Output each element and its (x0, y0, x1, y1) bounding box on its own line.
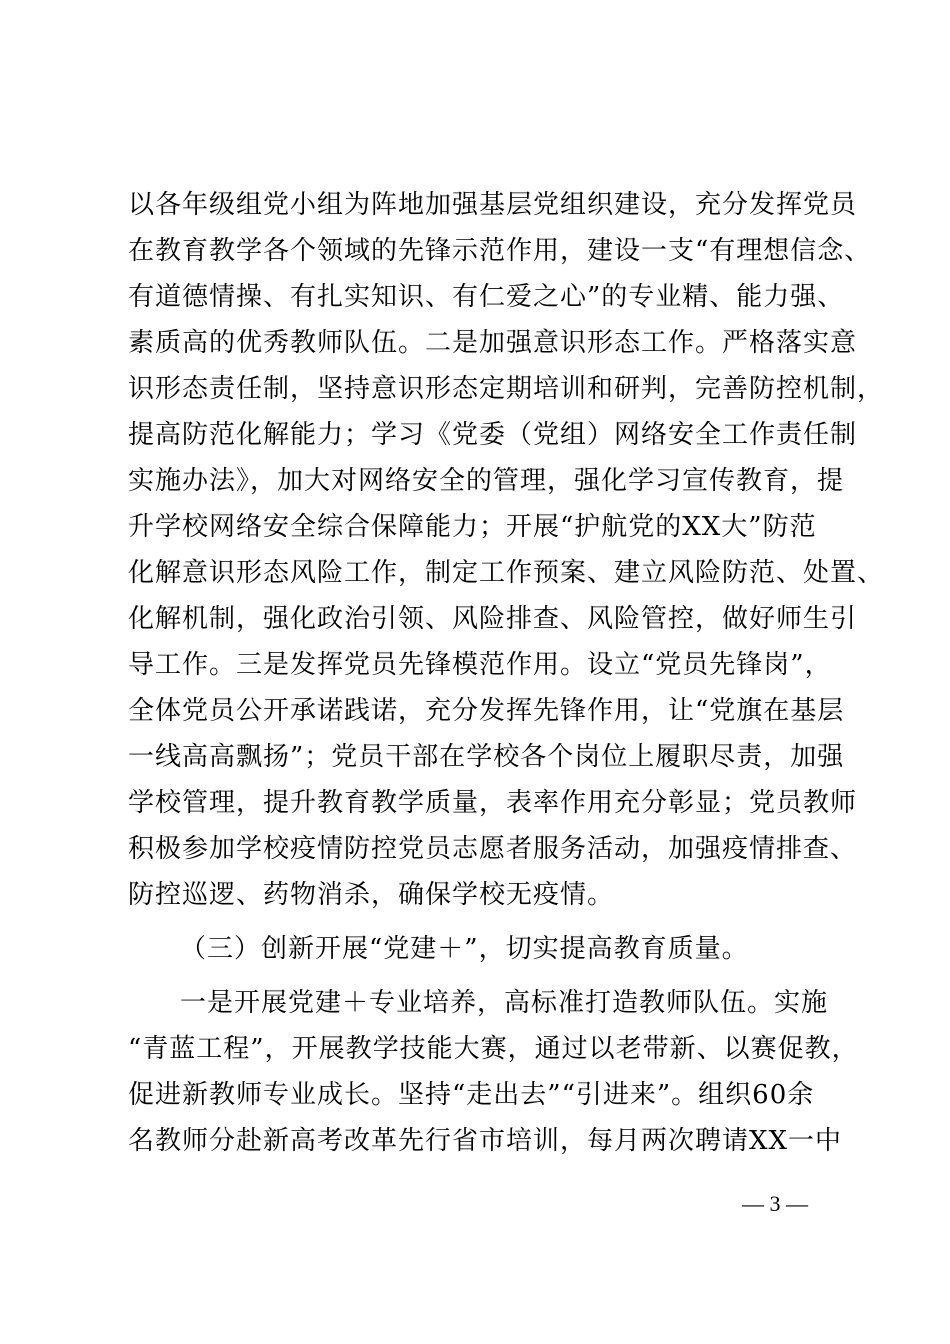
text-line: 促进新教师专业成长。坚持“走出去”“引进来”。组织60余 (128, 1080, 815, 1110)
text-line: 提高防范化解能力；学习《党委（党组）网络安全工作责任制 (128, 420, 858, 450)
section-heading: （三）创新开展“党建＋”，切实提高教育质量。 (180, 934, 749, 964)
text-line: 名教师分赴新高考改革先行省市培训，每月两次聘请XX一中 (128, 1126, 843, 1156)
text-line: 防控巡逻、药物消杀，确保学校无疫情。 (128, 880, 615, 910)
text-line: 一是开展党建＋专业培养，高标准打造教师队伍。实施 (180, 988, 829, 1018)
text-line: 化解意识形态风险工作，制定工作预案、建立风险防范、处置、 (128, 558, 885, 588)
page-number: — 3 — (742, 1191, 808, 1216)
text-line: 积极参加学校疫情防控党员志愿者服务活动，加强疫情排查、 (128, 834, 858, 864)
text-line: 有道德情操、有扎实知识、有仁爱之心”的专业精、能力强、 (128, 282, 845, 312)
text-line: 以各年级组党小组为阵地加强基层党组织建设，充分发挥党员 (128, 190, 858, 220)
paragraph-2 (128, 980, 859, 1164)
text-line: 升学校网络安全综合保障能力；开展“护航党的XX大”防范 (128, 512, 817, 542)
text-line: 识形态责任制，坚持意识形态定期培训和研判，完善防控机制， (128, 374, 885, 404)
body-text (128, 182, 885, 1164)
text-line: 化解机制，强化政治引领、风险排查、风险管控，做好师生引 (128, 604, 858, 634)
paragraph-1 (128, 182, 885, 918)
text-line: 全体党员公开承诺践诺，充分发挥先锋作用，让“党旗在基层 (128, 696, 845, 726)
text-line: 在教育教学各个领域的先锋示范作用，建设一支“有理想信念、 (128, 236, 872, 266)
text-line: “青蓝工程”，开展教学技能大赛，通过以老带新、以赛促教， (128, 1034, 859, 1064)
text-line: 学校管理，提升教育教学质量，表率作用充分彰显；党员教师 (128, 788, 858, 818)
text-line: 导工作。三是发挥党员先锋模范作用。设立“党员先锋岗”， (128, 650, 832, 680)
text-line: 实施办法》，加大对网络安全的管理，强化学习宣传教育，提 (128, 466, 845, 496)
text-line: 一线高高飘扬”；党员干部在学校各个岗位上履职尽责，加强 (128, 742, 845, 772)
text-line: 素质高的优秀教师队伍。二是加强意识形态工作。严格落实意 (128, 328, 858, 358)
